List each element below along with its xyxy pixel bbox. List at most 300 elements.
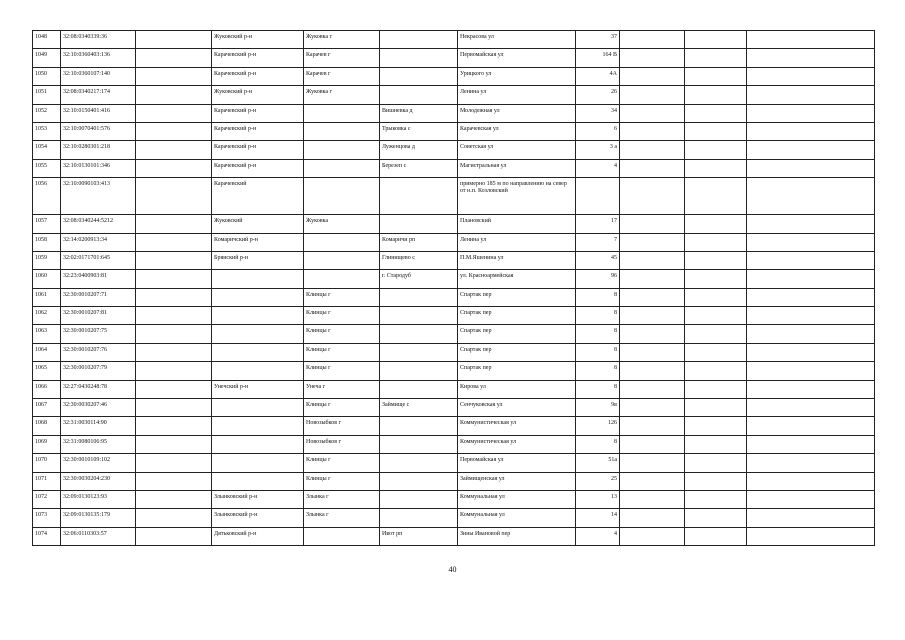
city-cell: Жуковка г [304, 31, 380, 49]
row-number-cell: 1061 [33, 288, 61, 306]
city-cell [304, 122, 380, 140]
row-number-cell: 1049 [33, 49, 61, 67]
house-number-cell: 8 [576, 307, 620, 325]
row-number-cell: 1057 [33, 215, 61, 233]
street-cell: Некрасова ул [458, 31, 576, 49]
row-number-cell: 1067 [33, 399, 61, 417]
blank-cell [747, 509, 875, 527]
blank-cell [620, 454, 685, 472]
cadastral-number-cell: 32:23:0400903:81 [61, 270, 136, 288]
street-cell: Первомайская ул [458, 49, 576, 67]
blank-cell [685, 362, 747, 380]
blank-cell [136, 417, 212, 435]
blank-cell [747, 288, 875, 306]
cadastral-number-cell: 32:10:0360403:136 [61, 49, 136, 67]
blank-cell [620, 343, 685, 361]
district-cell: Брянский р-н [212, 251, 304, 269]
house-number-cell: 6 [576, 122, 620, 140]
city-cell: Клинцы г [304, 472, 380, 490]
blank-cell [136, 509, 212, 527]
table-row [33, 251, 875, 269]
blank-cell [685, 454, 747, 472]
table-row [33, 122, 875, 140]
house-number-cell: 4 [576, 527, 620, 545]
blank-cell [747, 362, 875, 380]
settlement-cell [380, 288, 458, 306]
blank-cell [747, 417, 875, 435]
district-cell: Злынковский р-н [212, 509, 304, 527]
blank-cell [685, 49, 747, 67]
cadastral-number-cell: 32:30:0010207:81 [61, 307, 136, 325]
blank-cell [685, 380, 747, 398]
blank-cell [620, 86, 685, 104]
settlement-cell: г. Стародуб [380, 270, 458, 288]
row-number-cell: 1050 [33, 67, 61, 85]
blank-cell [136, 104, 212, 122]
district-cell: Жуковский р-н [212, 31, 304, 49]
district-cell: Карачевский р-н [212, 67, 304, 85]
blank-cell [747, 215, 875, 233]
settlement-cell: Глинищево с [380, 251, 458, 269]
table-row [33, 362, 875, 380]
city-cell [304, 527, 380, 545]
cadastral-number-cell: 32:30:0010207:75 [61, 325, 136, 343]
blank-cell [747, 251, 875, 269]
cadastral-number-cell: 32:10:0360107:140 [61, 67, 136, 85]
city-cell: Клинцы г [304, 454, 380, 472]
blank-cell [620, 104, 685, 122]
blank-cell [136, 251, 212, 269]
table-row [33, 233, 875, 251]
blank-cell [747, 67, 875, 85]
table-row [33, 215, 875, 233]
row-number-cell: 1059 [33, 251, 61, 269]
cadastral-number-cell: 32:10:0090103:413 [61, 178, 136, 215]
settlement-cell [380, 454, 458, 472]
house-number-cell: 8 [576, 362, 620, 380]
blank-cell [620, 270, 685, 288]
city-cell [304, 178, 380, 215]
blank-cell [620, 67, 685, 85]
district-cell [212, 454, 304, 472]
row-number-cell: 1062 [33, 307, 61, 325]
row-number-cell: 1074 [33, 527, 61, 545]
row-number-cell: 1058 [33, 233, 61, 251]
blank-cell [620, 325, 685, 343]
row-number-cell: 1063 [33, 325, 61, 343]
blank-cell [136, 288, 212, 306]
table-row [33, 380, 875, 398]
city-cell: Новозыбков г [304, 435, 380, 453]
city-cell: Карачев г [304, 67, 380, 85]
city-cell [304, 141, 380, 159]
cadastral-number-cell: 32:30:0030207:46 [61, 399, 136, 417]
settlement-cell [380, 31, 458, 49]
street-cell: Займищенская ул [458, 472, 576, 490]
row-number-cell: 1051 [33, 86, 61, 104]
blank-cell [685, 435, 747, 453]
blank-cell [685, 490, 747, 508]
cadastral-number-cell: 32:30:0010207:76 [61, 343, 136, 361]
blank-cell [620, 380, 685, 398]
district-cell [212, 435, 304, 453]
table-row [33, 49, 875, 67]
cadastral-number-cell: 32:10:0150401:416 [61, 104, 136, 122]
table-row [33, 31, 875, 49]
city-cell: Новозыбков г [304, 417, 380, 435]
cadastral-number-cell: 32:09:0130123:93 [61, 490, 136, 508]
table-row [33, 67, 875, 85]
blank-cell [747, 454, 875, 472]
district-cell: Жуковский [212, 215, 304, 233]
row-number-cell: 1055 [33, 159, 61, 177]
blank-cell [685, 325, 747, 343]
settlement-cell [380, 215, 458, 233]
blank-cell [685, 251, 747, 269]
blank-cell [685, 527, 747, 545]
blank-cell [685, 31, 747, 49]
street-cell: примерно 185 м по направлению на север от н.п. Козловский [458, 178, 576, 215]
blank-cell [136, 49, 212, 67]
table-row [33, 399, 875, 417]
table-row [33, 417, 875, 435]
page-number: 40 [448, 565, 457, 574]
street-cell: Коммунистическая ул [458, 435, 576, 453]
blank-cell [136, 178, 212, 215]
blank-cell [747, 49, 875, 67]
city-cell [304, 251, 380, 269]
blank-cell [620, 141, 685, 159]
street-cell: П.М.Яшенина ул [458, 251, 576, 269]
blank-cell [620, 215, 685, 233]
blank-cell [747, 527, 875, 545]
district-cell: Карачевский р-н [212, 104, 304, 122]
cadastral-number-cell: 32:14:0200913:34 [61, 233, 136, 251]
house-number-cell: 96 [576, 270, 620, 288]
city-cell: Клинцы г [304, 343, 380, 361]
house-number-cell: 34 [576, 104, 620, 122]
table-row [33, 435, 875, 453]
settlement-cell [380, 417, 458, 435]
city-cell: Злынка г [304, 490, 380, 508]
settlement-cell [380, 343, 458, 361]
blank-cell [747, 178, 875, 215]
house-number-cell [576, 178, 620, 215]
row-number-cell: 1064 [33, 343, 61, 361]
street-cell: Спартак пер [458, 307, 576, 325]
row-number-cell: 1073 [33, 509, 61, 527]
table-row [33, 490, 875, 508]
street-cell: Сенчуковская ул [458, 399, 576, 417]
blank-cell [136, 233, 212, 251]
table-row [33, 141, 875, 159]
city-cell: Клинцы г [304, 288, 380, 306]
blank-cell [620, 159, 685, 177]
city-cell: Унеча г [304, 380, 380, 398]
street-cell: Зины Ивановой пер [458, 527, 576, 545]
blank-cell [136, 454, 212, 472]
cadastral-number-cell: 32:08:0340339:36 [61, 31, 136, 49]
cadastral-number-cell: 32:30:0010207:79 [61, 362, 136, 380]
blank-cell [747, 343, 875, 361]
district-cell: Дятьковский р-н [212, 527, 304, 545]
cadastral-number-cell: 32:30:0010207:71 [61, 288, 136, 306]
city-cell: Клинцы г [304, 325, 380, 343]
district-cell [212, 472, 304, 490]
blank-cell [136, 325, 212, 343]
settlement-cell: Трыковка с [380, 122, 458, 140]
settlement-cell: Ивот рп [380, 527, 458, 545]
blank-cell [620, 31, 685, 49]
city-cell: Клинцы г [304, 399, 380, 417]
street-cell: Спартак пер [458, 288, 576, 306]
blank-cell [685, 233, 747, 251]
blank-cell [136, 435, 212, 453]
house-number-cell: 8 [576, 343, 620, 361]
blank-cell [620, 251, 685, 269]
table-row [33, 307, 875, 325]
blank-cell [136, 490, 212, 508]
cadastral-number-cell: 32:27:0430248:78 [61, 380, 136, 398]
blank-cell [620, 122, 685, 140]
row-number-cell: 1048 [33, 31, 61, 49]
district-cell [212, 417, 304, 435]
blank-cell [136, 141, 212, 159]
street-cell: Спартак пер [458, 343, 576, 361]
house-number-cell: 37 [576, 31, 620, 49]
row-number-cell: 1066 [33, 380, 61, 398]
blank-cell [685, 141, 747, 159]
row-number-cell: 1065 [33, 362, 61, 380]
blank-cell [136, 159, 212, 177]
blank-cell [620, 362, 685, 380]
city-cell [304, 104, 380, 122]
blank-cell [136, 215, 212, 233]
city-cell [304, 270, 380, 288]
blank-cell [136, 86, 212, 104]
district-cell [212, 362, 304, 380]
blank-cell [747, 325, 875, 343]
house-number-cell: 8 [576, 380, 620, 398]
city-cell: Карачев г [304, 49, 380, 67]
settlement-cell [380, 490, 458, 508]
street-cell: Урицкого ул [458, 67, 576, 85]
cadastral-number-cell: 32:06:0110303:57 [61, 527, 136, 545]
street-cell: Кирова ул [458, 380, 576, 398]
district-cell [212, 307, 304, 325]
street-cell: Коммунальная ул [458, 509, 576, 527]
blank-cell [620, 490, 685, 508]
settlement-cell [380, 178, 458, 215]
table-row [33, 104, 875, 122]
street-cell: Плановский [458, 215, 576, 233]
city-cell: Жуковка [304, 215, 380, 233]
registry-table-container [32, 30, 874, 546]
blank-cell [747, 141, 875, 159]
cadastral-number-cell: 32:02:0171701:645 [61, 251, 136, 269]
settlement-cell [380, 307, 458, 325]
house-number-cell: 17 [576, 215, 620, 233]
table-row [33, 86, 875, 104]
blank-cell [747, 122, 875, 140]
blank-cell [747, 435, 875, 453]
district-cell [212, 288, 304, 306]
row-number-cell: 1070 [33, 454, 61, 472]
row-number-cell: 1060 [33, 270, 61, 288]
row-number-cell: 1071 [33, 472, 61, 490]
cadastral-number-cell: 32:30:0030204:230 [61, 472, 136, 490]
blank-cell [685, 215, 747, 233]
street-cell: Ленина ул [458, 86, 576, 104]
settlement-cell [380, 325, 458, 343]
street-cell: Спартак пер [458, 325, 576, 343]
blank-cell [747, 380, 875, 398]
blank-cell [747, 472, 875, 490]
blank-cell [747, 104, 875, 122]
district-cell [212, 399, 304, 417]
blank-cell [747, 270, 875, 288]
city-cell [304, 233, 380, 251]
blank-cell [620, 399, 685, 417]
blank-cell [747, 233, 875, 251]
cadastral-number-cell: 32:10:0070401:576 [61, 122, 136, 140]
table-row [33, 270, 875, 288]
blank-cell [136, 122, 212, 140]
settlement-cell [380, 86, 458, 104]
row-number-cell: 1056 [33, 178, 61, 215]
house-number-cell: 3 а [576, 141, 620, 159]
house-number-cell: 8 [576, 325, 620, 343]
house-number-cell: 7 [576, 233, 620, 251]
blank-cell [620, 417, 685, 435]
table-row [33, 325, 875, 343]
house-number-cell: 4А [576, 67, 620, 85]
district-cell: Карачевский р-н [212, 49, 304, 67]
house-number-cell: 126 [576, 417, 620, 435]
blank-cell [620, 527, 685, 545]
house-number-cell: 13 [576, 490, 620, 508]
table-row [33, 509, 875, 527]
blank-cell [136, 399, 212, 417]
settlement-cell [380, 472, 458, 490]
blank-cell [747, 159, 875, 177]
district-cell [212, 270, 304, 288]
cadastral-number-cell: 32:31:0080106:95 [61, 435, 136, 453]
district-cell: Карачевский [212, 178, 304, 215]
table-row [33, 343, 875, 361]
table-row [33, 454, 875, 472]
street-cell: Карачевская ул [458, 122, 576, 140]
blank-cell [685, 86, 747, 104]
blank-cell [747, 307, 875, 325]
blank-cell [685, 104, 747, 122]
house-number-cell: 45 [576, 251, 620, 269]
blank-cell [747, 399, 875, 417]
street-cell: Ленина ул [458, 233, 576, 251]
street-cell: Магистральная ул [458, 159, 576, 177]
district-cell: Карачевский р-н [212, 122, 304, 140]
house-number-cell: 8 [576, 288, 620, 306]
blank-cell [136, 380, 212, 398]
blank-cell [685, 270, 747, 288]
row-number-cell: 1068 [33, 417, 61, 435]
blank-cell [685, 343, 747, 361]
settlement-cell [380, 509, 458, 527]
row-number-cell: 1069 [33, 435, 61, 453]
settlement-cell [380, 67, 458, 85]
settlement-cell: Комаричи рп [380, 233, 458, 251]
blank-cell [685, 67, 747, 85]
settlement-cell: Займище с [380, 399, 458, 417]
blank-cell [620, 49, 685, 67]
city-cell: Клинцы г [304, 362, 380, 380]
district-cell: Карачевский р-н [212, 159, 304, 177]
row-number-cell: 1053 [33, 122, 61, 140]
table-row [33, 288, 875, 306]
district-cell: Жуковский р-н [212, 86, 304, 104]
district-cell: Комаричский р-н [212, 233, 304, 251]
settlement-cell [380, 380, 458, 398]
blank-cell [685, 178, 747, 215]
blank-cell [136, 343, 212, 361]
cadastral-number-cell: 32:10:0280301:218 [61, 141, 136, 159]
city-cell: Злынка г [304, 509, 380, 527]
district-cell [212, 343, 304, 361]
settlement-cell [380, 435, 458, 453]
blank-cell [620, 435, 685, 453]
table-row [33, 527, 875, 545]
blank-cell [620, 288, 685, 306]
table-body [33, 31, 875, 546]
house-number-cell: 25 [576, 472, 620, 490]
blank-cell [685, 509, 747, 527]
house-number-cell: 14 [576, 509, 620, 527]
blank-cell [620, 307, 685, 325]
city-cell [304, 159, 380, 177]
cadastral-number-cell: 32:09:0130135:179 [61, 509, 136, 527]
house-number-cell: 26 [576, 86, 620, 104]
district-cell [212, 325, 304, 343]
blank-cell [685, 307, 747, 325]
settlement-cell [380, 362, 458, 380]
blank-cell [136, 307, 212, 325]
street-cell: Советская ул [458, 141, 576, 159]
house-number-cell: 51а [576, 454, 620, 472]
street-cell: Коммунистическая ул [458, 417, 576, 435]
house-number-cell: 164 В [576, 49, 620, 67]
cadastral-number-cell: 32:30:0010109:102 [61, 454, 136, 472]
blank-cell [620, 472, 685, 490]
house-number-cell: 8 [576, 435, 620, 453]
district-cell: Унечский р-н [212, 380, 304, 398]
district-cell: Злынковский р-н [212, 490, 304, 508]
blank-cell [685, 399, 747, 417]
house-number-cell: 4 [576, 159, 620, 177]
blank-cell [136, 527, 212, 545]
district-cell: Карачевский р-н [212, 141, 304, 159]
blank-cell [136, 472, 212, 490]
settlement-cell: Луженцова д [380, 141, 458, 159]
street-cell: Спартак пер [458, 362, 576, 380]
blank-cell [136, 362, 212, 380]
house-number-cell: 9в [576, 399, 620, 417]
city-cell: Клинцы г [304, 307, 380, 325]
blank-cell [136, 31, 212, 49]
settlement-cell: Березеп с [380, 159, 458, 177]
cadastral-number-cell: 32:08:0340217:174 [61, 86, 136, 104]
blank-cell [685, 472, 747, 490]
street-cell: ул. Красноармейская [458, 270, 576, 288]
